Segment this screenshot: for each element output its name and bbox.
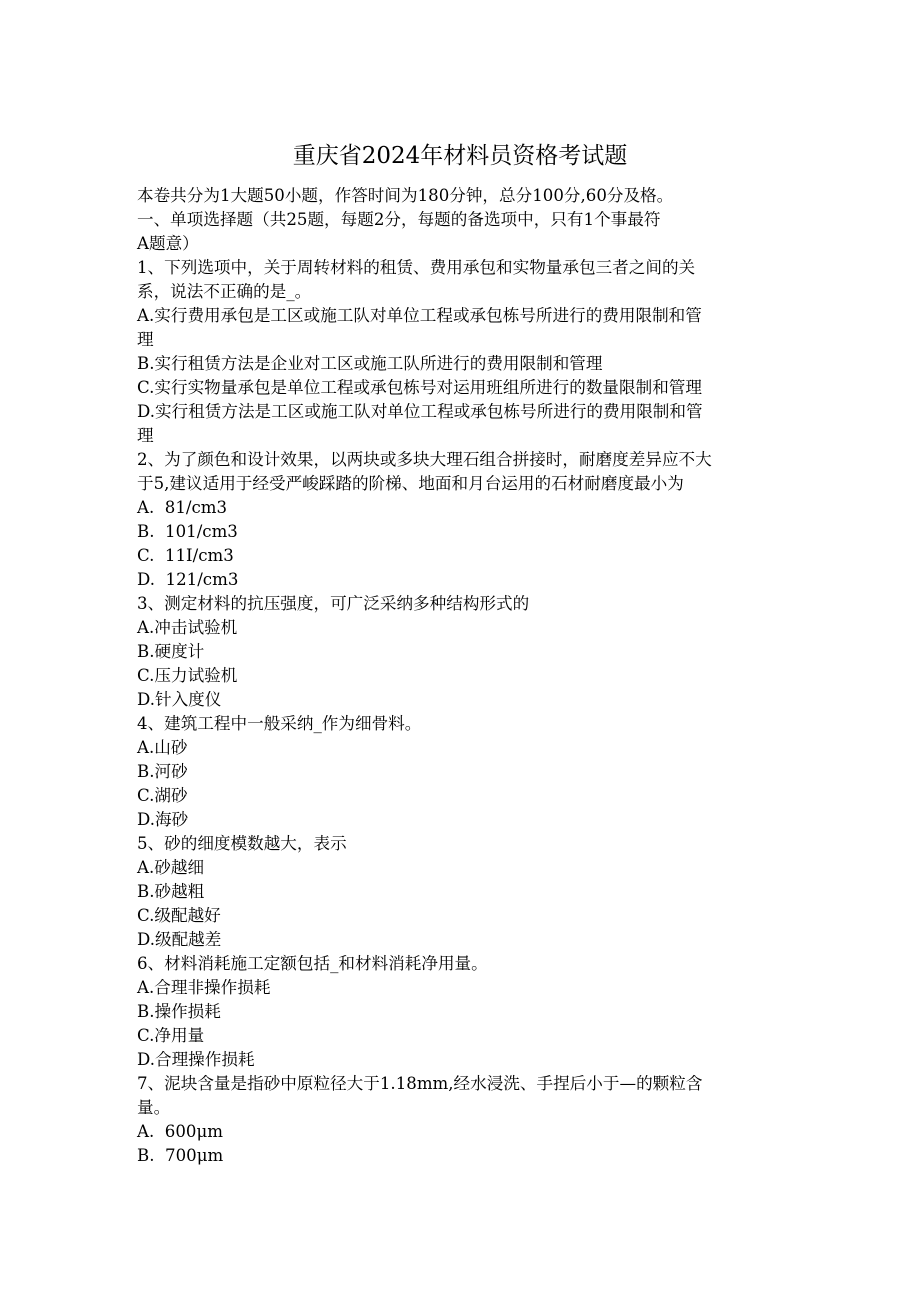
section-heading: 一、单项选择题（共25题，每题2分，每题的备选项中，只有1个事最符 <box>137 210 661 229</box>
question-1: 1、下列选项中，关于周转材料的租赁、费用承包和实物量承包三者之间的关 <box>137 258 696 277</box>
q2-option-b: B. 101/cm3 <box>137 522 238 541</box>
question-2: 2、为了颜色和设计效果，以两块或多块大理石组合拼接时，耐磨度差异应不大 <box>137 450 712 469</box>
q5-option-d: D.级配越差 <box>137 930 222 949</box>
document-body <box>137 184 787 1168</box>
q4-option-a: A.山砂 <box>137 738 188 757</box>
q4-option-b: B.河砂 <box>137 762 188 781</box>
question-3: 3、测定材料的抗压强度，可广泛采纳多种结构形式的 <box>137 594 530 613</box>
q5-option-a: A.砂越细 <box>137 858 205 877</box>
question-2-cont: 于5,建议适用于经受严峻踩踏的阶梯、地面和月台运用的石材耐磨度最小为 <box>137 474 684 493</box>
question-6: 6、材料消耗施工定额包括_和材料消耗净用量。 <box>137 954 488 973</box>
q3-option-c: C.压力试验机 <box>137 666 238 685</box>
q4-option-d: D.海砂 <box>137 810 189 829</box>
page-title: 重庆省2024年材料员资格考试题 <box>292 143 628 169</box>
q2-option-a: A. 81/cm3 <box>137 498 228 517</box>
q4-option-c: C.湖砂 <box>137 786 188 805</box>
q1-option-c: C.实行实物量承包是单位工程或承包栋号对运用班组所进行的数量限制和管理 <box>137 378 702 397</box>
q5-option-b: B.砂越粗 <box>137 882 205 901</box>
q7-option-a: A. 600μm <box>137 1122 223 1141</box>
q1-option-a: A.实行费用承包是工区或施工队对单位工程或承包栋号所进行的费用限制和管 <box>137 306 702 325</box>
q7-option-b: B. 700μm <box>137 1146 224 1165</box>
question-4: 4、建筑工程中一般采纳_作为细骨料。 <box>137 714 422 733</box>
question-7-cont: 量。 <box>137 1098 171 1117</box>
section-heading-cont: A题意） <box>137 234 199 253</box>
q2-option-c: C. 11I/cm3 <box>137 546 234 565</box>
q3-option-d: D.针入度仪 <box>137 690 222 709</box>
question-1-cont: 系，说法不正确的是_。 <box>137 282 312 301</box>
question-7: 7、泥块含量是指砂中原粒径大于1.18mm,经水浸洗、手捏后小于—的颗粒含 <box>137 1074 703 1093</box>
q1-option-a-cont: 理 <box>137 330 154 349</box>
question-5: 5、砂的细度模数越大，表示 <box>137 834 347 853</box>
q5-option-c: C.级配越好 <box>137 906 221 925</box>
q3-option-a: A.冲击试验机 <box>137 618 238 637</box>
q2-option-d: D. 121/cm3 <box>137 570 239 589</box>
exam-info: 本卷共分为1大题50小题，作答时间为180分钟，总分100分,60分及格。 <box>137 186 674 205</box>
q3-option-b: B.硬度计 <box>137 642 205 661</box>
q1-option-d: D.实行租赁方法是工区或施工队对单位工程或承包栋号所进行的费用限制和管 <box>137 402 703 421</box>
q1-option-d-cont: 理 <box>137 426 154 445</box>
q1-option-b: B.实行租赁方法是企业对工区或施工队所进行的费用限制和管理 <box>137 354 603 373</box>
q6-option-b: B.操作损耗 <box>137 1002 221 1021</box>
q6-option-d: D.合理操作损耗 <box>137 1050 255 1069</box>
q6-option-a: A.合理非操作损耗 <box>137 978 271 997</box>
q6-option-c: C.净用量 <box>137 1026 205 1045</box>
